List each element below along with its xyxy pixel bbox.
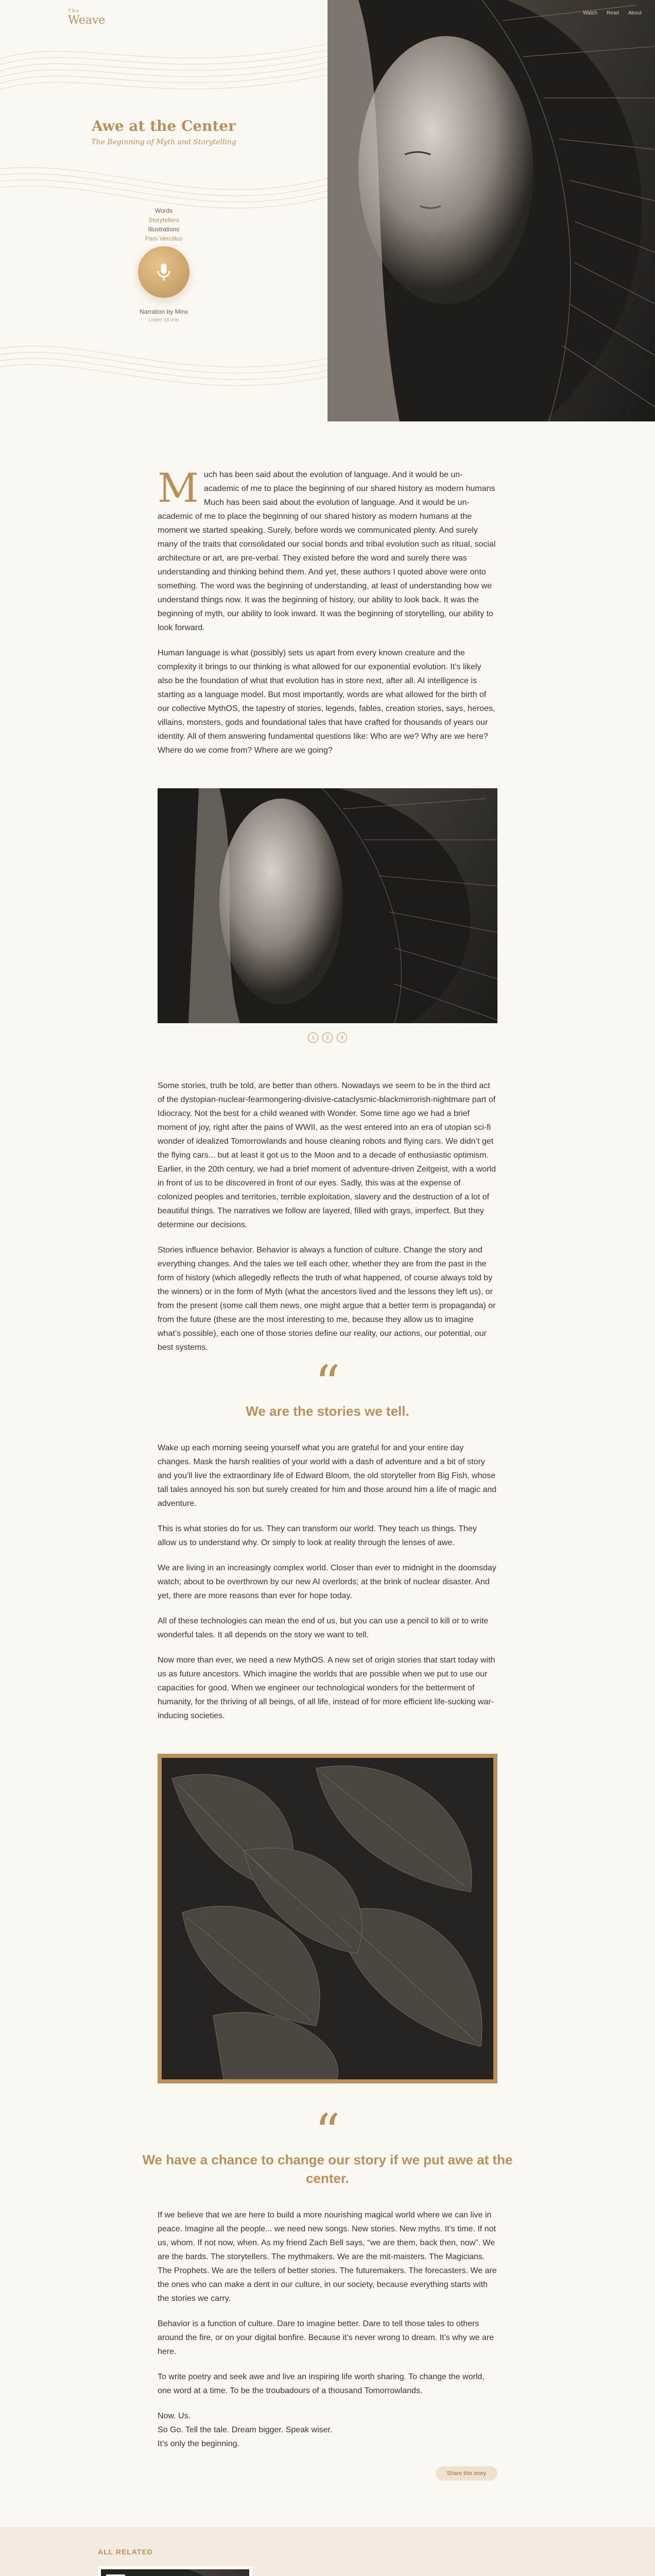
logo-text: Weave	[68, 14, 106, 27]
article-paragraph: Behavior is a function of culture. Dare to imagine better. Dare to tell those tales to others around the fire, or on your digital bonfire. Because it’s never wrong to dream. It’s why we are here.	[158, 2319, 494, 2356]
article-paragraph	[158, 465, 497, 635]
leaves-illustration	[162, 1758, 493, 2079]
related-heading: ALL RELATED	[98, 2548, 153, 2556]
article-paragraph: Human language is what (possibly) sets us apart from every known creature and the complexity it brings to our thinking is what allowed for our exponential evolution. It’s likely also be the foundation of what that evolution has in store next, after all. AI intelligence is starting as a language model. But most importantly, words are what allowed for the birth of our collective MythOS, the tapestry of stories, legends, fables, creation stories, says, heroes, villains, monsters, gods and foundational tales that have crafted for thousands of years our identity. All of them answering fundamental questions like: Who are we? Why are we here? Where do we come from? Where are we going?	[158, 649, 495, 755]
pull-quote-text: We have a chance to change our story if we put awe at the center.	[142, 2152, 513, 2186]
leaves-photo	[162, 1758, 493, 2079]
article-paragraph: Now more than ever, we need a new MythOS. A new set of origin stories that start today with us as future ancestors. Which imagine the worlds that are possible when we put to use our capacities for good. When we engineer our technological wonders for the betterment of humanity, for the thriving of all beings, of all life, instead of for more efficient life-sucking war-inducing societies.	[158, 1656, 495, 1720]
woman-with-leaf-illustration	[328, 0, 655, 421]
article-paragraph: Wake up each morning seeing yourself what you are grateful for and your entire day changes. Mask the harsh realities of your world with a dash of adventure and a bit of story and you’ll live the extraordinary life of Edward Bloom, the old storyteller from Big Fish, whose tall tales annoyed his son but surely created for him and those around him a life of magic and adventure.	[158, 1444, 497, 1508]
credit-label: Illustrations	[148, 226, 180, 233]
drop-cap: M	[158, 465, 199, 512]
closing-line: So Go. Tell the tale. Dream bigger. Speak wiser.	[158, 2426, 333, 2434]
carousel-dot[interactable]: 2	[322, 1032, 333, 1043]
carousel-dot[interactable]: 3	[337, 1032, 347, 1043]
article-column	[158, 465, 497, 757]
credit-value: Storytellers	[148, 216, 180, 224]
page-title: Awe at the Center	[92, 117, 236, 134]
credits-block	[0, 206, 328, 243]
article-image-2	[158, 1754, 497, 2083]
pull-quote	[132, 1355, 523, 1420]
article-paragraph	[158, 2409, 497, 2451]
carousel-dot[interactable]: 1	[308, 1032, 318, 1043]
closing-line: Now. Us.	[158, 2412, 191, 2420]
narration-duration: Listen 18 min	[148, 317, 179, 323]
article-image-1	[158, 788, 497, 1023]
quote-mark-icon: “	[315, 1355, 340, 1413]
microphone-icon	[152, 261, 175, 283]
nav-item-about[interactable]: About	[628, 10, 642, 16]
featured-story-image[interactable]	[98, 2566, 252, 2576]
site-logo[interactable]	[68, 9, 105, 26]
share-button[interactable]: Share this story	[436, 2466, 497, 2481]
hero-image	[328, 0, 655, 421]
featured-story-body	[271, 2566, 508, 2576]
featured-story	[98, 2566, 655, 2576]
play-narration-button[interactable]	[138, 246, 189, 298]
nav-item-read[interactable]: Read	[606, 10, 619, 16]
article-body	[0, 421, 655, 2481]
closing-line: It’s only the beginning.	[158, 2439, 239, 2448]
woman-with-leaf-photo	[158, 788, 497, 1023]
paragraph-text: uch has been said about the evolution of language. And it would be un-academic of me to place the beginning of our shared history as modern humans Much has been said about the evolution of language. And it would be un-academic of me to place the beginning of our shared history as modern humans at the moment we started speaking. Surely, before words we communicated plenty. And surely many of the traits that consolidated our social bonds and tribal evolution such as ritual, social architecture or art, are pre-verbal. They existed before the word and surely there was understanding and thinking behind them. And yet, these authors I quoted above were onto something. The word was the beginning of understanding, at least of understanding how we understand things now. It was the beginning of history, our ability to look back. It was the beginning of myth, our ability to look inward. It was the beginning of storytelling, our ability to look forward.	[158, 470, 496, 632]
share-row	[158, 2466, 497, 2481]
credit-value: Pam Vercillus	[145, 235, 183, 242]
logo-small: The	[68, 9, 80, 14]
article-column	[158, 1079, 497, 1354]
hero-left-panel	[0, 0, 328, 421]
article-paragraph: This is what stories do for us. They can transform our world. They teach us things. They allow us to understand why. Or simply to look at reality through the lenses of awe.	[158, 1524, 477, 1547]
pull-quote	[132, 2104, 523, 2188]
nav-item-watch[interactable]: Watch	[582, 10, 597, 16]
hero-section	[0, 0, 655, 421]
top-nav	[583, 10, 642, 16]
pull-quote-text: We are the stories we tell.	[246, 1403, 409, 1419]
narration-label: Narration by Minx	[139, 308, 188, 315]
article-paragraph: If we believe that we are here to build a more nourishing magical world where we can live in peace. Imagine all the people... we need new songs. New stories. New myths. It’s time. If not us, whom. If not now, when. As my friend Zach Bell says, “we are them, back then, now”. We are the bards. The storytellers. The mythmakers. We are the mit-maisters. The Magicians. The Prophets. We are the tellers of better stories. The futuremakers. The forecasters. We are the ones who can make a dent in our culture, in our society, because everything starts with the stories we carry.	[158, 2211, 497, 2303]
page-subtitle: The Beginning of Myth and Storytelling	[91, 138, 236, 146]
article-paragraph: Some stories, truth be told, are better than others. Nowadays we seem to be in the third act of the dystopian-nuclear-fearmongering-divisive-cataclysmic-blackmirrorish-nightmare part of Idiocracy. Not the best for a child weaned with Wonder. Some time ago we had a brief moment of joy, right after the pains of WWII, as the west entered into an era of utopian sci-fi wonder of idealized Tomorrowlands and house cleaning robots and flying cars. We didn’t get the flying cars... but at least it got us to the Moon and to a decade of enthusiastic optimism. Earlier, in the 20th century, we had a brief moment of adventure-driven Zeitgeist, with a world in front of us to be discovered in front of our eyes. Sadly, this was at the expense of colonized peoples and territories, terrible exploitation, slavery and the destruction of a lot of beautiful things. The narratives we follow are layered, filled with grays, imperfect. But they determine our decisions.	[158, 1081, 496, 1229]
article-column	[158, 2208, 497, 2451]
credit-label: Words	[154, 207, 173, 214]
related-section	[0, 2527, 655, 2576]
quote-mark-icon: “	[315, 2104, 340, 2161]
article-paragraph: We are living in an increasingly complex world. Closer than ever to midnight in the doomsday watch; about to be overthrown by our new AI overlords; at the brink of nuclear disaster. And yet, there are more reasons than ever for hope today.	[158, 1564, 496, 1600]
carousel-dots	[0, 1032, 655, 1043]
article-paragraph: To write poetry and seek awe and live an inspiring life worth sharing. To change the world, one word at a time. To be the troubadours of a thousand Tomorrowlands.	[158, 2372, 485, 2395]
article-paragraph: All of these technologies can mean the end of us, but you can use a pencil to kill or to write wonderful tales. It all depends on the story we want to tell.	[158, 1617, 489, 1639]
article-column	[158, 1441, 497, 1723]
article-paragraph: Stories influence behavior. Behavior is always a function of culture. Change the story and everything changes. And the tales we tell each other, whether they are from the past in the form of history (which allegedly reflects the truth of what happened, of course always told by the winners) or in the form of Myth (what the ancestors lived and the lessons they left us), or from the present (some call them news, one might argue that a better term is propaganda) or from the future (these are the most interesting to me, because they allow us to imagine what’s possible), each one of those stories define our reality, our actions, our potential, our best systems.	[158, 1246, 496, 1352]
